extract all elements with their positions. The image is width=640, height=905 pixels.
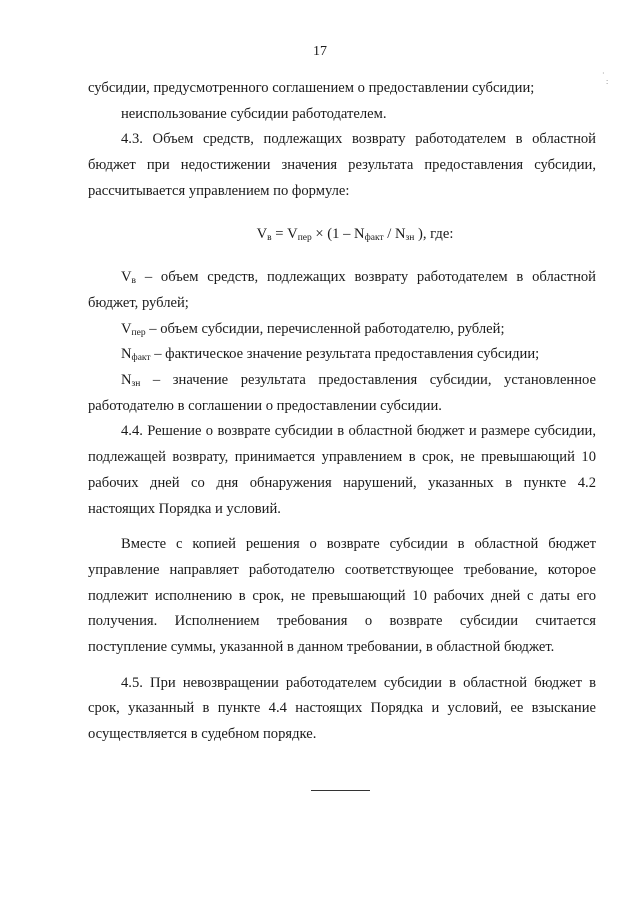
page-number: 17 [313,44,327,59]
text-line: субсидии, предусмотренного соглашением о предоставлении субсидии; [88,80,535,96]
definition-v-per: $V_{пер}$ – объем субсидии, перечисленной работодателю, рублей; [121,320,505,338]
scan-speck: · : [602,69,609,86]
definition-n-zn: $N_{зн}$ – значение результата предоставления субсидии, установленное работодателю в соглашении о предоставлении субсидии. [88,372,596,414]
formula: $V_в = V_{пер} \times (1 - N_{факт} / N_{зн}$ ), где: [256,225,454,243]
paragraph-4-3: 4.3. Объем средств, подлежащих возврату работодателем в областной бюджет при недостижении значения результата предоставления субсидии, рассчитывается управлением по формуле: [88,131,596,199]
document-body [88,76,596,748]
paragraph-4-5: 4.5. При невозвращении работодателем субсидии в областной бюджет в срок, указанный в пункте 4.4 настоящих Порядка и условий, ее взыскание осуществляется в судебном порядке. [88,674,596,743]
definition-n-fakt: $N_{факт}$ – фактическое значение результата предоставления субсидии; [121,346,540,364]
paragraph-4-4: 4.4. Решение о возврате субсидии в областной бюджет и размере субсидии, подлежащей возврату, принимается управлением в срок, не превышающий 10 рабочих дней со дня обнаружения нарушений, указанных в пункте 4.2 настоящих Порядка и условий. [88,423,596,517]
text-line: неиспользование субсидии работодателем. [121,105,387,122]
definition-v-v: $V_в$ – объем средств, подлежащих возврату работодателем в областной бюджет, рублей; [88,269,596,311]
paragraph-4-4-requirement: Вместе с копией решения о возврате субсидии в областной бюджет управление направляет работодателю соответствующее требование, которое подлежит исполнению в срок, не превышающий 10 рабочих дней с даты его получения. Исполнением требования о возврате субсидии считается поступление суммы, указанной в данном требовании, в областной бюджет. [88,536,596,656]
end-of-section-rule [311,790,370,791]
